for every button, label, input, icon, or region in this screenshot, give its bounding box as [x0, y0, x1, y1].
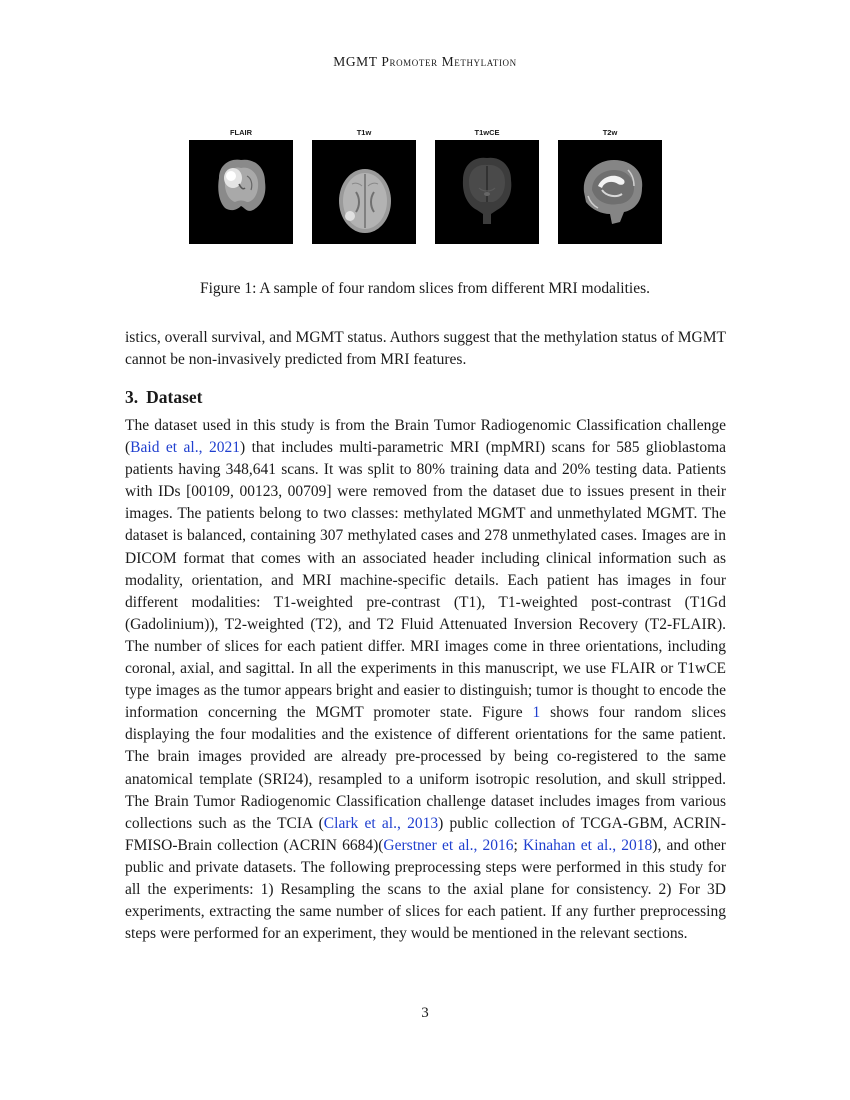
citation-separator: ;: [513, 836, 524, 854]
figure-panel-flair: [189, 127, 293, 244]
figure-reference-link[interactable]: 1: [532, 704, 541, 722]
section-number: 3.: [125, 387, 139, 407]
body-text-2: ) that includes multi-parametric MRI (mpMRI) scans for 585 glioblastoma patients having 348,641 scans. It was split to 80% training data and 20% testing data. Patients with IDs [00109, 00123, 00709] were removed from the dataset due to issues present in their images. The patients belong to two classes: methylated MGMT and unmethylated MGMT. The dataset is balanced, containing 307 methylated cases and 278 unmethylated cases. Images are in DICOM format that comes with an associated header including clinical information such as modality, orientation, and MRI machine-specific details. Each patient has images in four different modalities: T1-weighted pre-contrast (T1), T1-weighted post-contrast (T1Gd (Gadolinium)), T2-weighted (T2), and T2 Fluid Attenuated Inversion Recovery (T2-FLAIR). The number of slices for each patient differ. MRI images come in three orientations, including coronal, axial, and sagittal. In all the experiments in this manuscript, we use FLAIR or T1wCE type images as the tumor appears bright and easier to distinguish; tumor is thought to encode the information concerning the MGMT promoter state. Figure: [125, 439, 726, 722]
running-title: MGMT Promoter Methylation: [333, 54, 517, 69]
body-text-5: ), and other public and private datasets. The following preprocessing steps were performed in this study for all the experiments: 1) Resampling the scans to the axial plane for consistency. 2) For 3D experiments, extracting the same number of slices for each patient. If any further preprocessing steps were performed for an experiment, they would be mentioned in the relevant sections.: [125, 836, 726, 943]
panel-label-flair: FLAIR: [229, 128, 253, 137]
body-text-3: shows four random slices displaying the four modalities and the existence of different orientations for the same patient. The brain images provided are already pre-processed by being co-registered to the same anatomical template (SRI24), resampled to a uniform isotropic resolution, and skull stripped. The Brain Tumor Radiogenomic Classification challenge dataset includes images from various collections such as the TCIA (: [125, 704, 726, 832]
panel-label-t1w: T1w: [356, 128, 372, 137]
figure-mri-modalities: [189, 127, 662, 245]
citation-clark-2013[interactable]: Clark et al., 2013: [323, 814, 439, 832]
figure-caption: Figure 1: A sample of four random slices from different MRI modalities.: [200, 280, 650, 297]
t2w-brain-image: [558, 140, 662, 244]
body-text-4: ) public collection of TCGA-GBM, ACRIN-FMISO-Brain collection (ACRIN 6684)(: [125, 814, 727, 854]
page-number: 3: [421, 1005, 429, 1021]
flair-brain-image: [189, 140, 293, 244]
section-heading: [125, 387, 211, 408]
panel-label-t1wce: T1wCE: [474, 128, 500, 137]
figure-panel-t2w: [558, 127, 662, 244]
panel-label-t2w: T2w: [602, 128, 618, 137]
figure-panel-t1wce: [435, 127, 539, 244]
citation-gerstner-2016[interactable]: Gerstner et al., 2016: [383, 836, 514, 854]
t1w-brain-image: [312, 140, 416, 244]
section-title: Dataset: [146, 387, 203, 407]
citation-baid-2021[interactable]: Baid et al., 2021: [130, 439, 240, 457]
body-text-1: The dataset used in this study is from the Brain Tumor Radiogenomic Classification challenge (: [125, 417, 726, 457]
continued-paragraph: istics, overall survival, and MGMT status. Authors suggest that the methylation status of MGMT cannot be non-invasively predicted from MRI features.: [125, 329, 726, 369]
t1wce-brain-image: [435, 140, 539, 244]
citation-kinahan-2018[interactable]: Kinahan et al., 2018: [523, 836, 653, 854]
dataset-paragraph: [125, 415, 726, 945]
figure-panel-t1w: [312, 127, 416, 244]
